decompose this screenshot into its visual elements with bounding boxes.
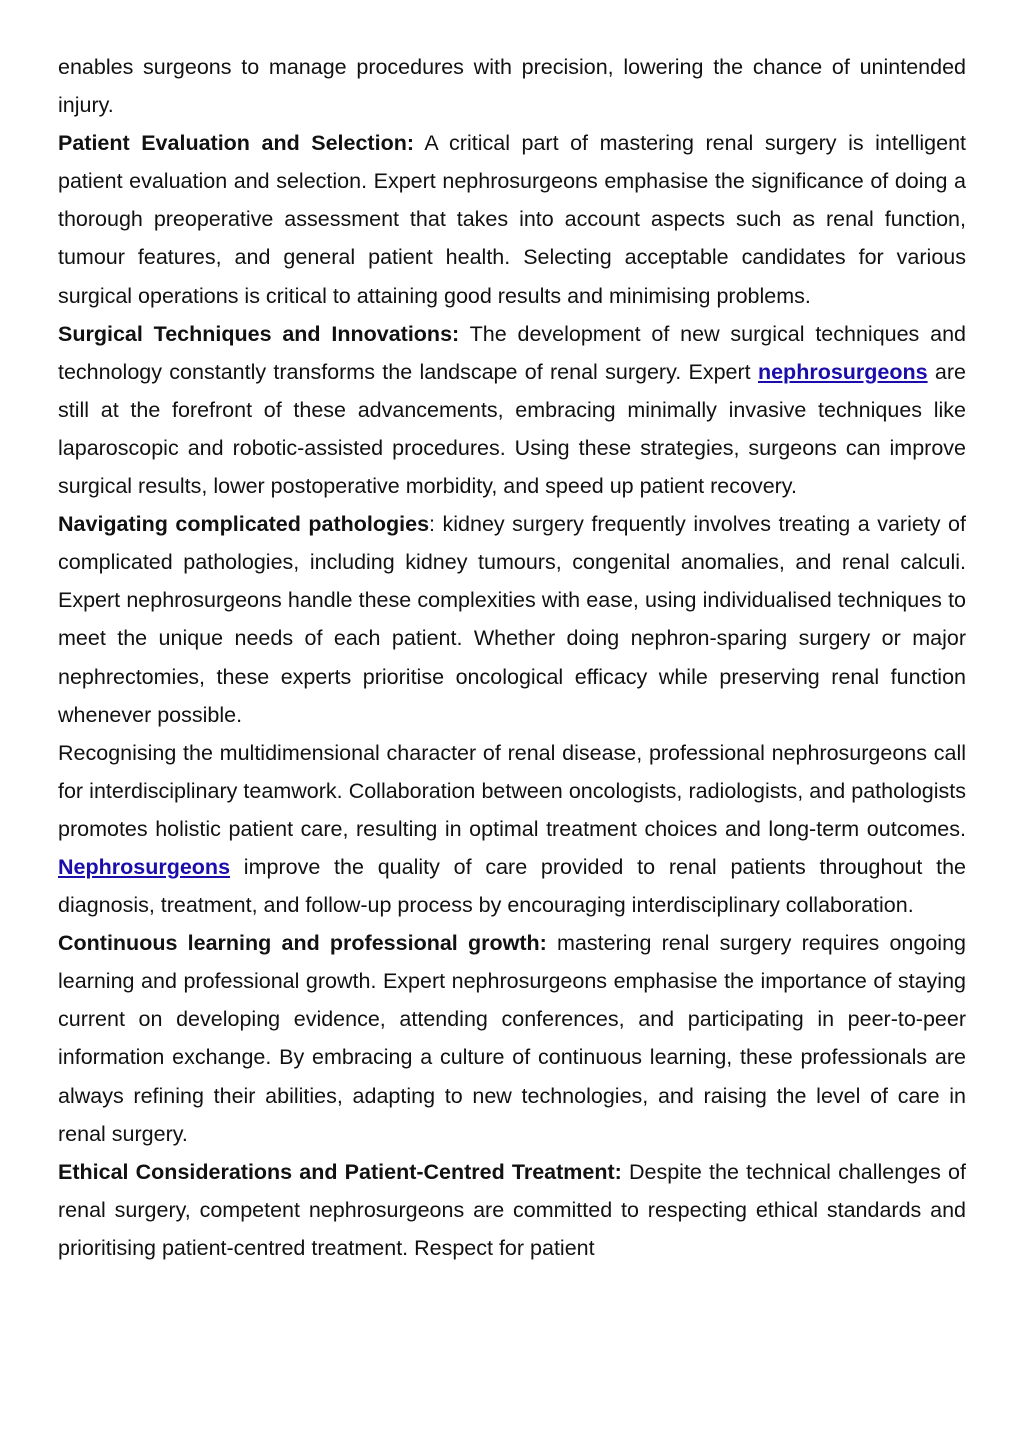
section-heading-continuous-learning: Continuous learning and professional growth: [58,931,547,956]
paragraph-surgical-techniques [58,315,966,505]
paragraph-text: Despite the technical challenges of renal surgery, competent nephrosurgeons are committed to respecting ethical standards and prioritising patient-centred treatment. Respect for patient [58,1159,966,1260]
paragraph-text: : kidney surgery frequently involves treating a variety of complicated pathologies, including kidney tumours, congenital anomalies, and renal calculi. Expert nephrosurgeons handle these complexities with ease, using individualised techniques to meet the unique needs of each patient. Whether doing nephron-sparing surgery or major nephrectomies, these experts prioritise oncological efficacy while preserving renal function whenever possible. [58,512,966,727]
paragraph-text: are still at the forefront of these advancements, embracing minimally invasive techniques like laparoscopic and robotic-assisted procedures. Using these strategies, surgeons can improve surgical results, lower postoperative morbidity, and speed up patient recovery. [58,359,966,499]
section-heading-complicated-pathologies: Navigating complicated pathologies [58,512,430,537]
paragraph-text: enables surgeons to manage procedures with precision, lowering the chance of unintended injury. [58,55,966,118]
section-heading-ethical-considerations: Ethical Considerations and Patient-Centred Treatment: [58,1159,622,1184]
paragraph-complicated-pathologies [58,505,966,734]
section-heading-patient-evaluation: Patient Evaluation and Selection: [58,131,414,156]
paragraph-continuous-learning [58,924,966,1153]
paragraph-patient-evaluation [58,124,966,314]
document-page [58,48,966,1267]
paragraph-text: The development of new surgical techniques and technology constantly transforms the landscape of renal surgery. Expert [58,321,966,384]
paragraph-text: improve the quality of care provided to renal patients throughout the diagnosis, treatment, and follow-up process by encouraging interdisciplinary collaboration. [58,854,966,918]
paragraph-ethical-considerations [58,1153,966,1267]
paragraph-intro-continuation [58,48,966,124]
paragraph-interdisciplinary-teamwork [58,734,966,924]
paragraph-text: mastering renal surgery requires ongoing learning and professional growth. Expert nephrosurgeons emphasise the importance of staying current on developing evidence, attending conferences, and participating in peer-to-peer information exchange. By embracing a culture of continuous learning, these professionals are always refining their abilities, adapting to new technologies, and raising the level of care in renal surgery. [58,931,966,1146]
paragraph-text: Recognising the multidimensional character of renal disease, professional nephrosurgeons call for interdisciplinary teamwork. Collaboration between oncologists, radiologists, and pathologists promotes holistic patient care, resulting in optimal treatment choices and long-term outcomes. [58,740,966,841]
nephrosurgeons-link-2[interactable]: Nephrosurgeons [58,854,231,879]
section-heading-surgical-techniques: Surgical Techniques and Innovations: [58,321,460,346]
nephrosurgeons-link[interactable]: nephrosurgeons [757,359,928,384]
paragraph-text: A critical part of mastering renal surgery is intelligent patient evaluation and selection. Expert nephrosurgeons emphasise the significance of doing a thorough preoperative assessment that takes into account aspects such as renal function, tumour features, and general patient health. Selecting acceptable candidates for various surgical operations is critical to attaining good results and minimising problems. [58,131,966,308]
